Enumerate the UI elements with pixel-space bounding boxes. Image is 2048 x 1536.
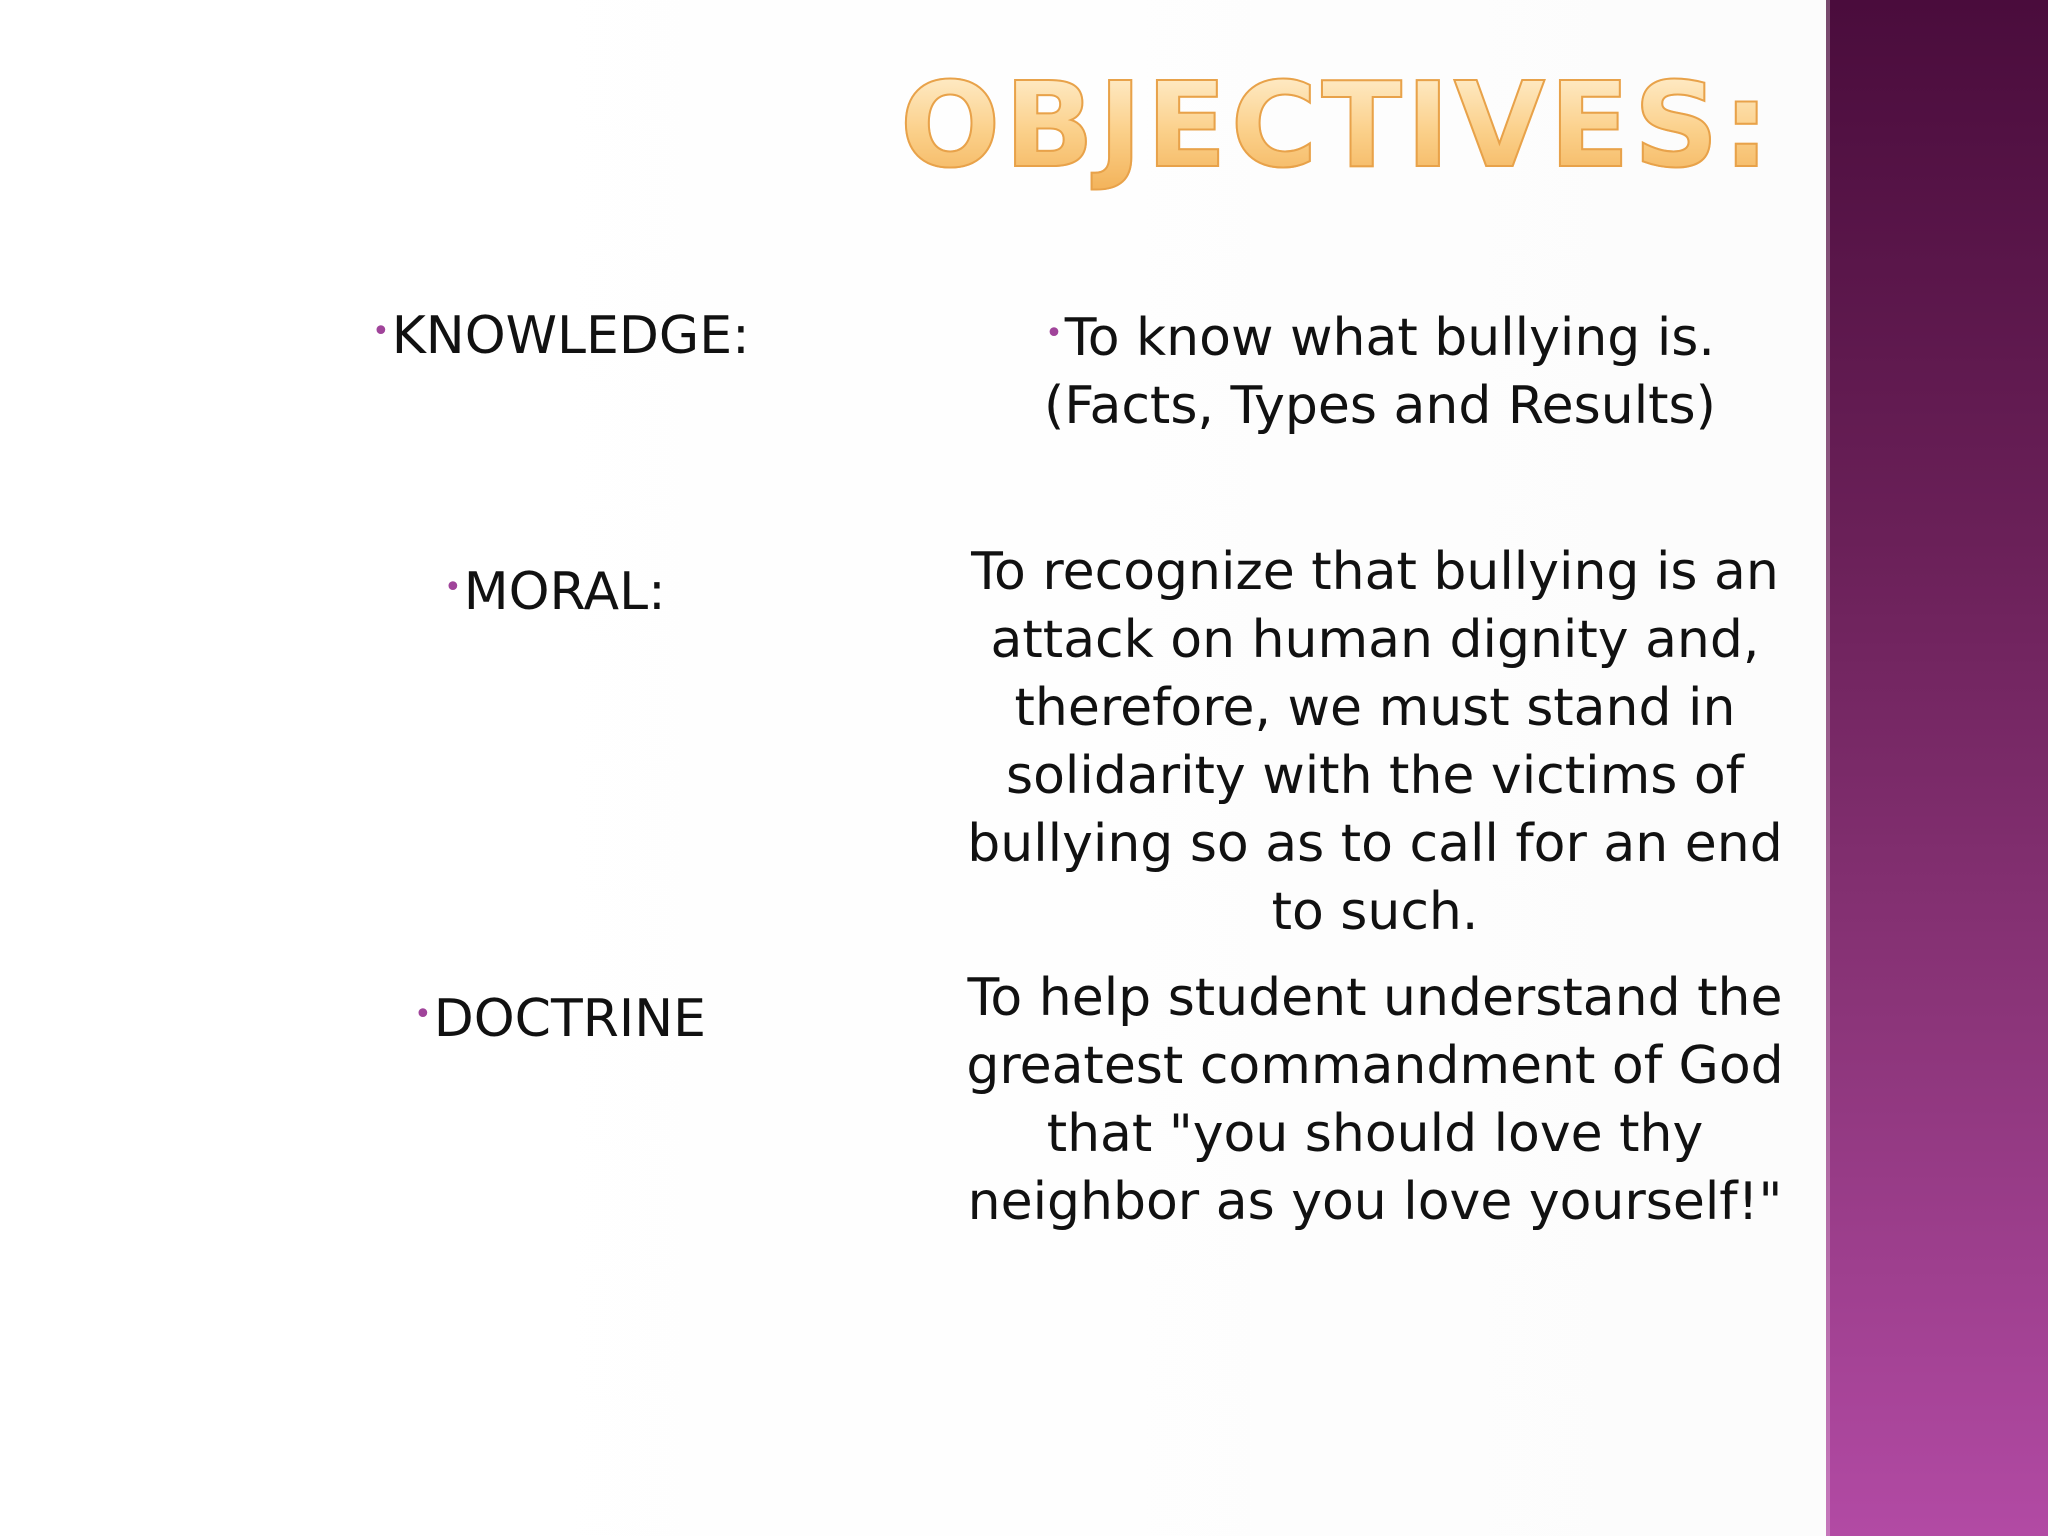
objective-description-doctrine: To help student understand the greatest commandment of God that "you should love thy neighbor as you love yourself!" [966,968,1784,1232]
objective-label-moral [444,556,666,624]
objective-label-knowledge [372,300,750,368]
bullet-icon: • [372,314,390,349]
bullet-icon: • [414,997,432,1032]
decorative-side-bar [1826,0,2048,1536]
objective-description-text: To know what bullying is.(Facts, Types and Results) [1044,308,1716,436]
objective-label-doctrine [414,983,706,1051]
bullet-icon: • [1045,316,1063,351]
slide-title: OBJECTIVES: [900,56,1774,194]
bullet-icon: • [444,570,462,605]
objective-label-text: KNOWLEDGE: [391,306,750,366]
objective-label-text: MORAL: [463,562,666,622]
objective-description-moral: To recognize that bullying is an attack on human dignity and, therefore, we must stand in solidarity with the victims of bullying so as to call for an end to such. [967,542,1783,942]
objective-label-text: DOCTRINE [433,989,706,1049]
objective-description-knowledge [1000,300,1760,440]
